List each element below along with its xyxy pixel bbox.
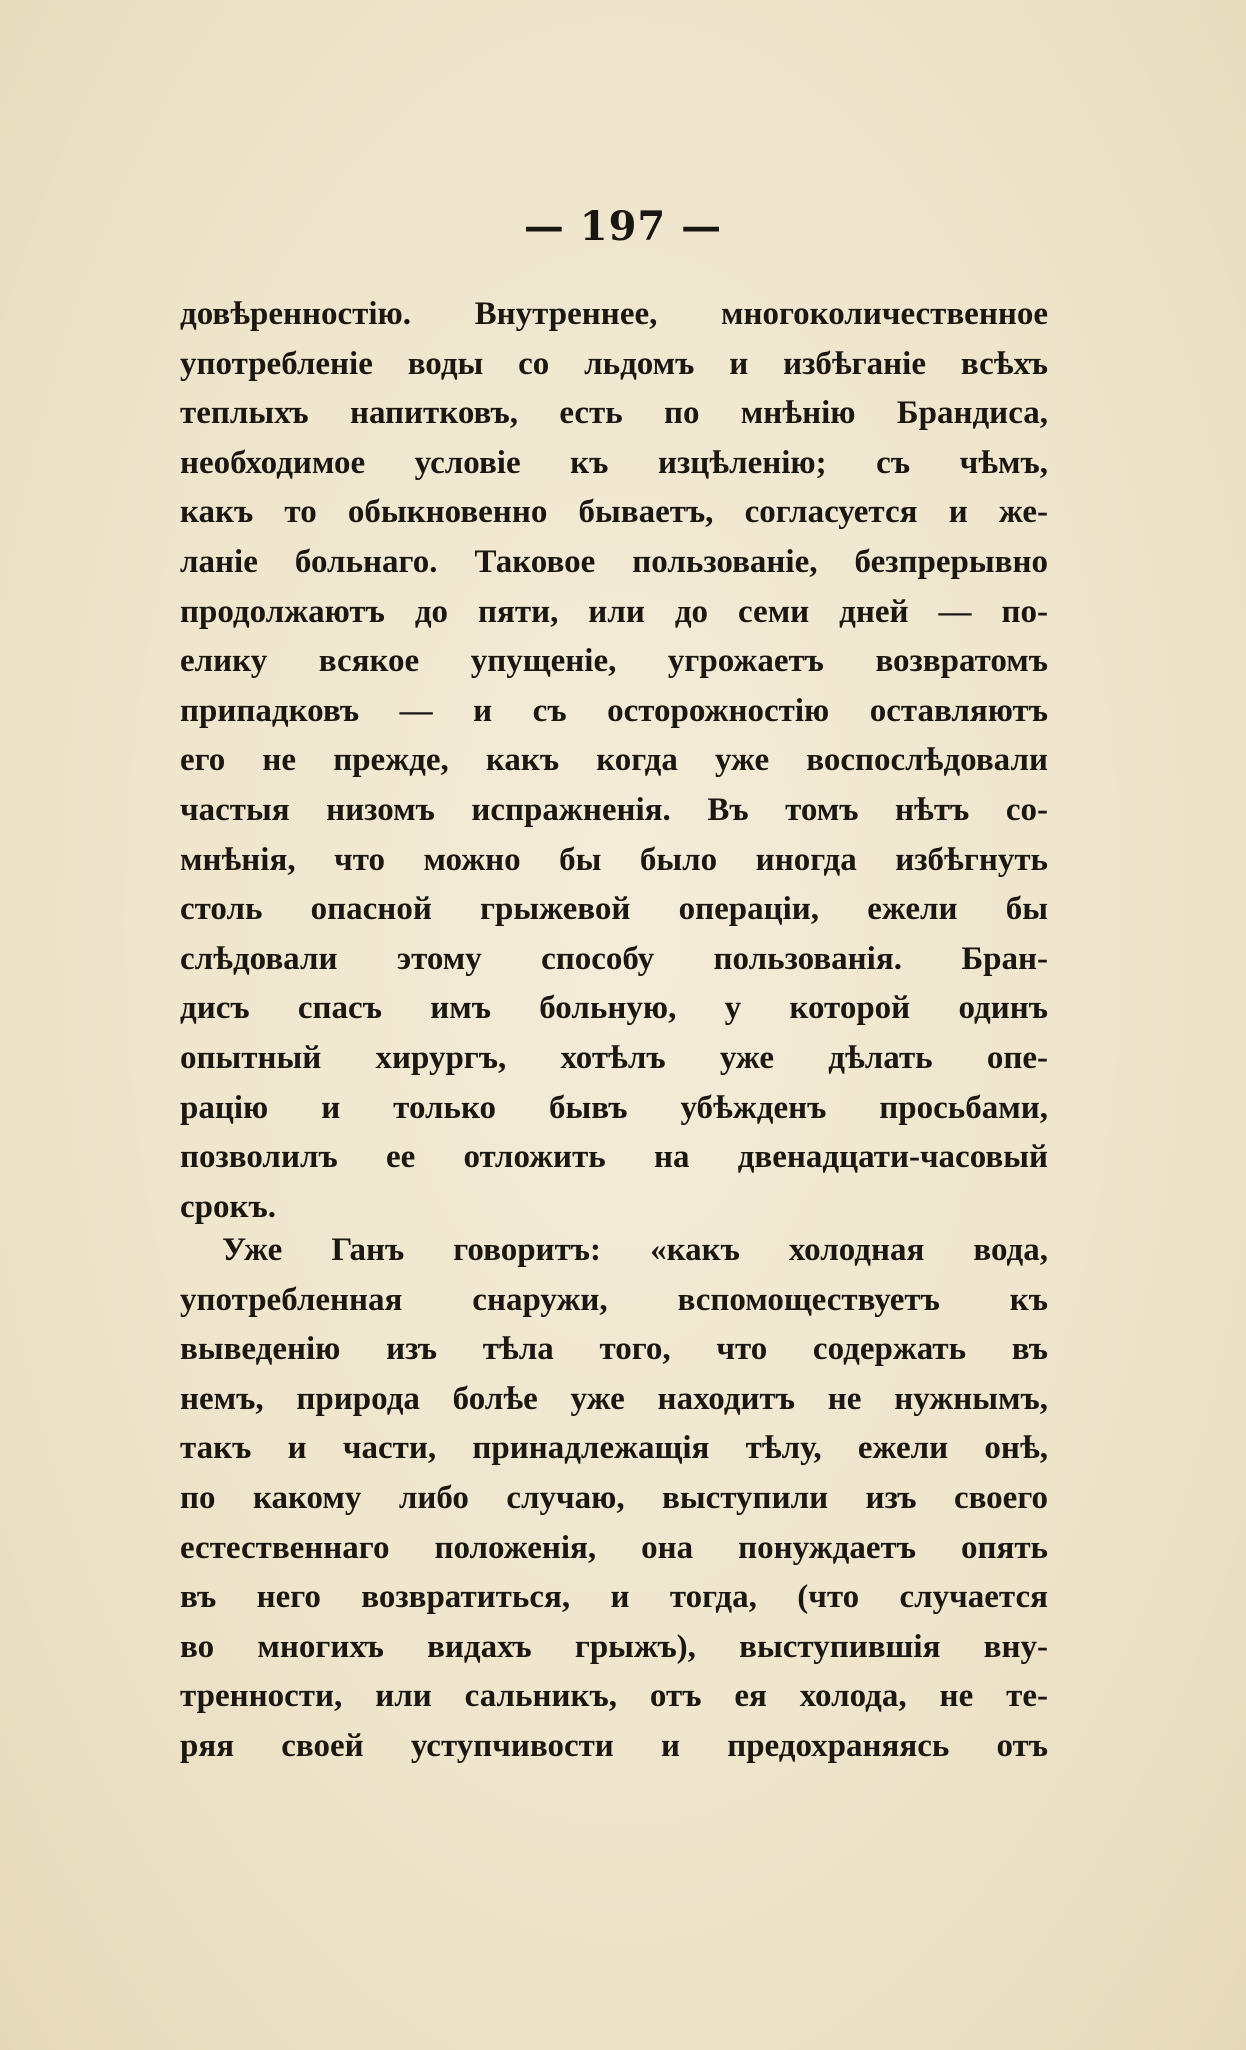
text-line: его не прежде, какъ когда уже воспослѣдовали	[180, 742, 1048, 779]
text-line: естественнаго положенія, она понуждаетъ опять	[180, 1529, 1048, 1566]
paragraph-1	[180, 290, 1048, 1232]
text-line: необходимое условіе къ изцѣленію; съ чѣмъ,	[180, 444, 1048, 481]
text-line: опытный хирургъ, хотѣлъ уже дѣлать опе-	[180, 1039, 1048, 1076]
text-line: по какому либо случаю, выступили изъ своего	[180, 1479, 1048, 1516]
text-line: елику всякое упущеніе, угрожаетъ возвратомъ	[180, 643, 1048, 680]
text-line: во многихъ видахъ грыжъ), выступившія вну-	[180, 1628, 1048, 1665]
text-line: такъ и части, принадлежащія тѣлу, ежели онѣ,	[180, 1430, 1048, 1467]
text-line: какъ то обыкновенно бываетъ, согласуется и же-	[180, 494, 1048, 531]
text-line: мнѣнія, что можно бы было иногда избѣгнуть	[180, 841, 1048, 878]
text-line: слѣдовали этому способу пользованія. Бран-	[180, 940, 1048, 977]
text-line: употребленіе воды со льдомъ и избѣганіе всѣхъ	[180, 345, 1048, 382]
page-number: — 197 —	[523, 203, 723, 250]
text-line: Уже Ганъ говоритъ: «какъ холодная вода,	[222, 1232, 1048, 1268]
text-line: столь опасной грыжевой операціи, ежели бы	[180, 891, 1048, 928]
text-line: употребленная снаружи, вспомоществуетъ къ	[180, 1281, 1048, 1318]
text-line: позволилъ ее отложить на двенадцати-часовый	[180, 1139, 1048, 1176]
text-line: теплыхъ напитковъ, есть по мнѣнію Брандиса,	[180, 395, 1048, 432]
text-line: рацію и только бывъ убѣжденъ просьбами,	[180, 1089, 1048, 1126]
text-line: срокъ.	[180, 1188, 277, 1225]
text-line: ланіе больнаго. Таковое пользованіе, безпрерывно	[180, 543, 1048, 580]
text-line: довѣренностію. Внутреннее, многоколичественное	[180, 296, 1048, 332]
text-line: въ него возвратиться, и тогда, (что случается	[180, 1579, 1048, 1616]
text-line: припадковъ — и съ осторожностію оставляютъ	[180, 692, 1048, 729]
text-line: выведенію изъ тѣла того, что содержать въ	[180, 1331, 1048, 1368]
text-line: ряя своей уступчивости и предохраняясь отъ	[180, 1727, 1048, 1764]
text-line: частыя низомъ испражненія. Въ томъ нѣтъ со-	[180, 791, 1048, 828]
text-line: дисъ спасъ имъ больную, у которой одинъ	[180, 990, 1048, 1027]
text-line: немъ, природа болѣе уже находитъ не нужнымъ,	[180, 1380, 1048, 1417]
text-line: тренности, или сальникъ, отъ ея холода, не те-	[180, 1678, 1048, 1715]
paragraph-2	[180, 1226, 1048, 1772]
text-line: продолжаютъ до пяти, или до семи дней — по-	[180, 593, 1048, 630]
